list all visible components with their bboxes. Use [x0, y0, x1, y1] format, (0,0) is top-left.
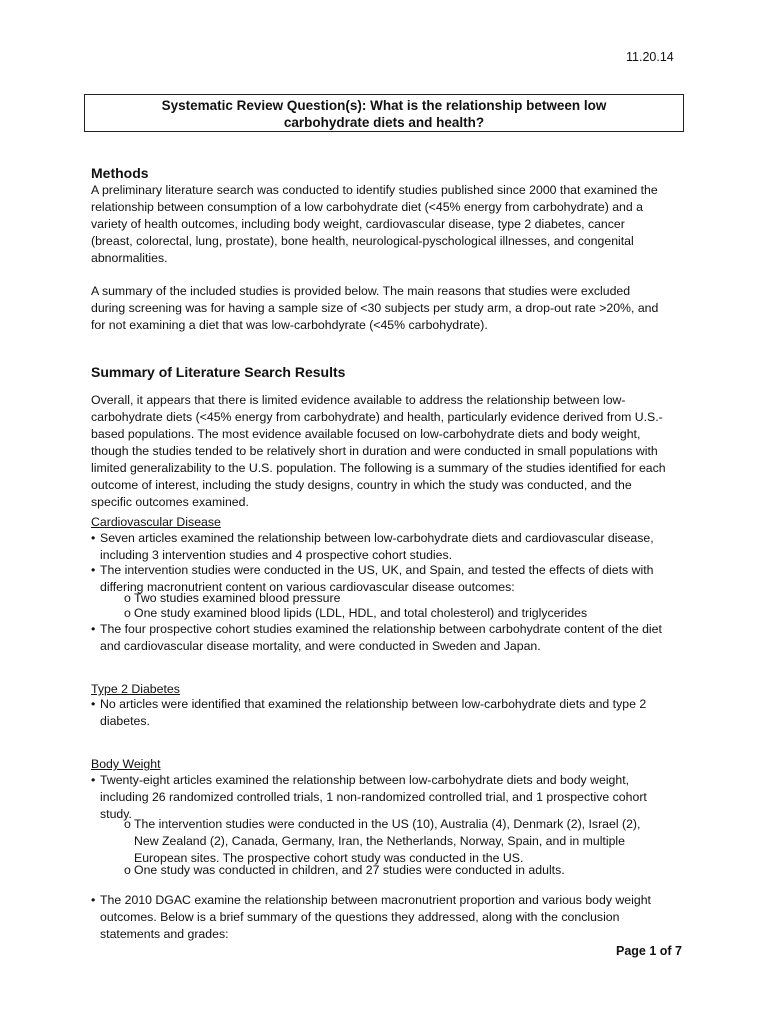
bw-heading: Body Weight	[91, 757, 161, 771]
methods-paragraph-1: A preliminary literature search was conducted to identify studies published since 2000 that examined the relationship between consumption of a low carbohydrate diet (<45% energy from carbohydrate) and a variety of health outcomes, including body weight, cardiovascular disease, type 2 diabetes, cancer (breast, colorectal, lung, prostate), bone health, neurological-pyschological illnesses, and congenital abnormalities.	[91, 183, 658, 265]
cvd-heading: Cardiovascular Disease	[91, 515, 221, 529]
summary-heading: Summary of Literature Search Results	[91, 364, 346, 380]
methods-heading: Methods	[91, 165, 149, 181]
list-item: • Seven articles examined the relationship between low-carbohydrate diets and cardiovascular disease, including 3 intervention studies and 4 prospective cohort studies.	[91, 531, 654, 562]
review-question-line: Systematic Review Question(s): What is the relationship between low	[161, 98, 607, 113]
list-item: • The four prospective cohort studies examined the relationship between carbohydrate content of the diet and cardiovascular disease mortality, and were conducted in Sweden and Japan.	[91, 622, 662, 653]
list-item: • The intervention studies were conducted in the US, UK, and Spain, and tested the effects of diets with differing macronutrient content on various cardiovascular disease outcomes:	[91, 563, 654, 594]
document-date: 11.20.14	[626, 50, 674, 64]
list-item: • Twenty-eight articles examined the relationship between low-carbohydrate diets and body weight, including 26 randomized controlled trials, 1 non-randomized controlled trial, and 1 prospective cohort study.	[91, 773, 647, 821]
review-question-box	[84, 94, 684, 132]
page-number: Page 1 of 7	[616, 944, 682, 958]
methods-paragraph-2: A summary of the included studies is provided below. The main reasons that studies were excluded during screening was for having a sample size of <30 subjects per study arm, a drop-out rate >20%, and for not examining a diet that was low-carbohdyrate (<45% carbohydrate).	[91, 284, 659, 332]
sub-list-item: o Two studies examined blood pressure	[124, 591, 341, 605]
t2d-heading: Type 2 Diabetes	[91, 682, 180, 696]
list-item: • No articles were identified that examined the relationship between low-carbohydrate diets and type 2 diabetes.	[91, 697, 647, 728]
list-item: • The 2010 DGAC examine the relationship between macronutrient proportion and various body weight outcomes. Below is a brief summary of the questions they addressed, along with the conclusion statements and grades:	[91, 893, 651, 941]
summary-paragraph: Overall, it appears that there is limited evidence available to address the relationship between low- carbohydrate diets (<45% energy from carbohydrate) and health, particularly evidence derived from U.S.- based populations. The most evidence available focused on low-carbohydrate diets and body weight, though the studies tended to be relatively short in duration and were conducted in small populations with limited generalizability to the U.S. population. The following is a summary of the studies identified for each outcome of interest, including the study designs, country in which the study was conducted, and the specific outcomes examined.	[91, 393, 666, 509]
sub-list-item: o One study was conducted in children, and 27 studies were conducted in adults.	[124, 863, 565, 877]
sub-list-item: o The intervention studies were conducted in the US (10), Australia (4), Denmark (2), Israel (2), New Zealand (2), Canada, Germany, Iran, the Netherlands, Norway, Spain, and in multiple European sites. The prospective cohort study was conducted in the US.	[124, 817, 641, 865]
sub-list-item: o One study examined blood lipids (LDL, HDL, and total cholesterol) and triglycerides	[124, 606, 588, 620]
review-question-line: carbohydrate diets and health?	[283, 115, 485, 130]
